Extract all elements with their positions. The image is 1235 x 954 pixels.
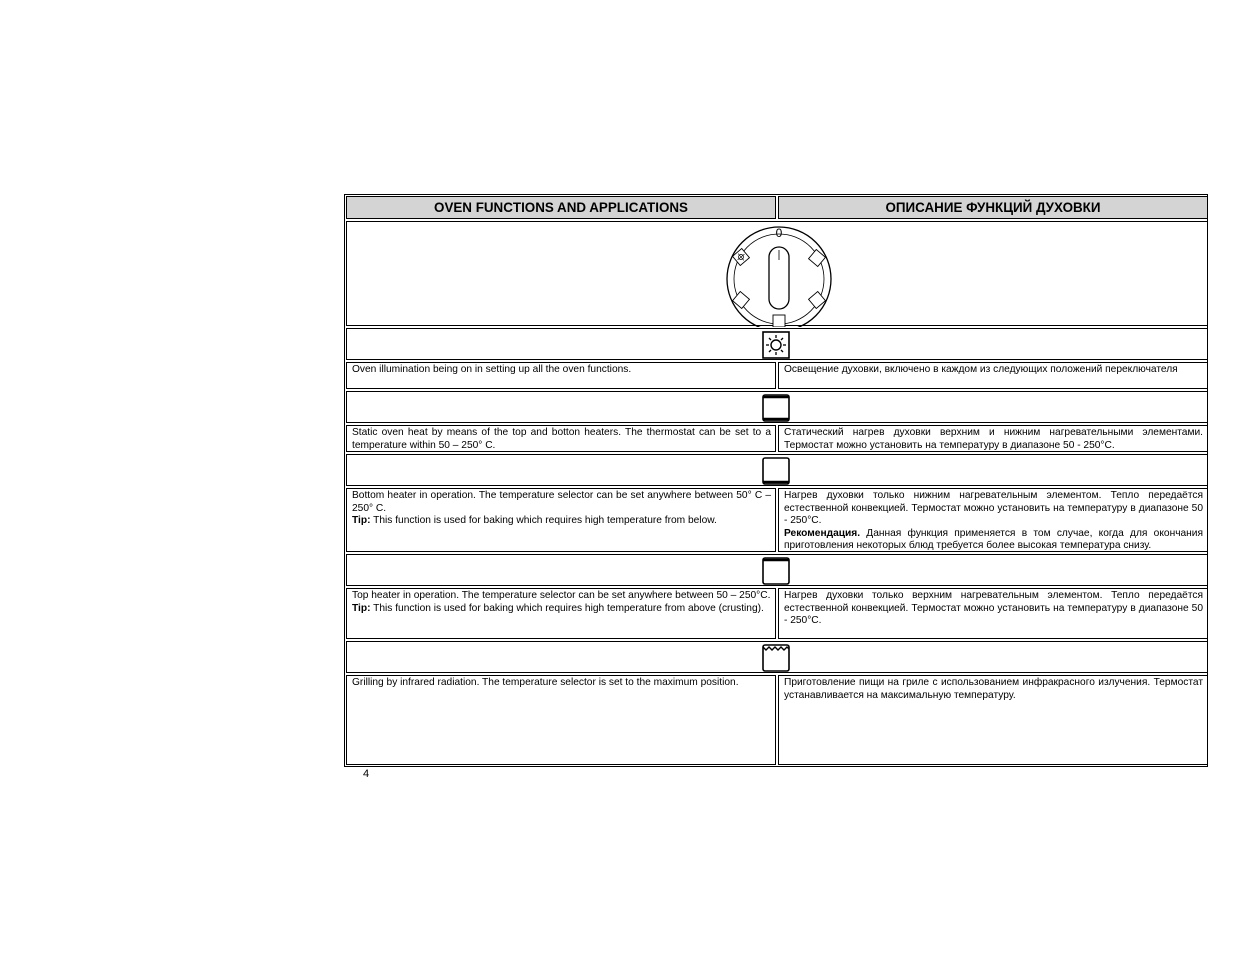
top-heat-en-tip [352, 603, 771, 616]
page-number: 4 [363, 768, 370, 780]
top-heat-icon-cell [346, 554, 1208, 586]
knob-cell [346, 221, 1208, 326]
top-heat-en-tip-text: This function is used for baking which requires high temperature from above (crusting). [370, 602, 764, 614]
knob-zero-label: 0 [775, 226, 783, 240]
oven-functions-table [344, 194, 1208, 767]
bottom-heat-icon-cell [346, 454, 1208, 486]
top-heat-en-tip-label: Tip: [352, 602, 371, 614]
bottom-heat-en-cell [346, 488, 776, 552]
bottom-heat-icon-row [346, 454, 1206, 486]
lamp-en-text: Oven illumination being on in setting up all the oven functions. [346, 362, 776, 389]
header-row [346, 196, 1206, 219]
grill-en-text: Grilling by infrared radiation. The temperature selector is set to the maximum position. [346, 675, 776, 765]
bottom-heat-ru-tip-label: Рекомендация. [784, 527, 861, 539]
static-heat-icon-row [346, 391, 1206, 423]
grill-text-row [346, 675, 1206, 765]
top-heat-en-cell [346, 588, 776, 639]
bottom-heat-text-row [346, 488, 1206, 552]
top-heat-ru-text: Нагрев духовки только верхним нагревательным элементом. Тепло передаётся естественной конвекцией. Термостат можно установить на температуру в диапазоне 50 - 250°C. [778, 588, 1208, 639]
bottom-heat-ru-text: Нагрев духовки только нижним нагревательным элементом. Тепло передаётся естественной конвекцией. Термостат можно установить на температуру в диапазоне 50 - 250°C. [784, 490, 1203, 527]
knob-grill-position-icon [773, 315, 785, 327]
header-left-title: OVEN FUNCTIONS AND APPLICATIONS [346, 196, 776, 219]
bottom-heat-icon [762, 457, 790, 485]
header-right-title: ОПИСАНИЕ ФУНКЦИЙ ДУХОВКИ [778, 196, 1208, 219]
bottom-heat-ru-tip [784, 528, 1203, 553]
top-heat-icon-row [346, 554, 1206, 586]
static-heat-ru-text: Статический нагрев духовки верхним и нижним нагревательными элементами. Термостат можно установить на температуру в диапазоне 50 - 250°C. [778, 425, 1208, 452]
top-heat-text-row [346, 588, 1206, 639]
bottom-heat-en-tip-text: This function is used for baking which requires high temperature from below. [370, 515, 717, 527]
bottom-heat-en-tip-label: Tip: [352, 515, 371, 527]
top-heat-icon [762, 557, 790, 585]
lamp-icon-cell [346, 328, 1208, 360]
bottom-heat-ru-tip-text: Данная функция применяется в том случае, когда для окончания приготовления некоторых блюд требуется более высокая температура снизу. [784, 527, 1203, 552]
lamp-text-row [346, 362, 1206, 389]
lamp-icon-row [346, 328, 1206, 360]
knob-row [346, 221, 1206, 326]
grill-ru-text: Приготовление пищи на гриле с использованием инфракрасного излучения. Термостат устанавливается на максимальную температуру. [778, 675, 1208, 765]
selector-knob-diagram [724, 224, 834, 327]
static-heat-en-text: Static oven heat by means of the top and botton heaters. The thermostat can be set to a temperature within 50 – 250° C. [346, 425, 776, 452]
grill-icon [762, 644, 790, 672]
lamp-icon [762, 331, 790, 359]
bottom-heat-ru-cell [778, 488, 1208, 552]
static-heat-text-row [346, 425, 1206, 452]
lamp-ru-text: Освещение духовки, включено в каждом из следующих положений переключателя [778, 362, 1208, 389]
static-heat-icon [762, 394, 790, 422]
grill-icon-row [346, 641, 1206, 673]
grill-icon-cell [346, 641, 1208, 673]
bottom-heat-en-tip [352, 515, 771, 528]
static-heat-icon-cell [346, 391, 1208, 423]
bottom-heat-en-text: Bottom heater in operation. The temperature selector can be set anywhere between 50° C – 250° C. [352, 490, 771, 514]
selector-knob [724, 224, 834, 327]
top-heat-en-text: Top heater in operation. The temperature selector can be set anywhere between 50 – 250°C. [352, 590, 771, 601]
